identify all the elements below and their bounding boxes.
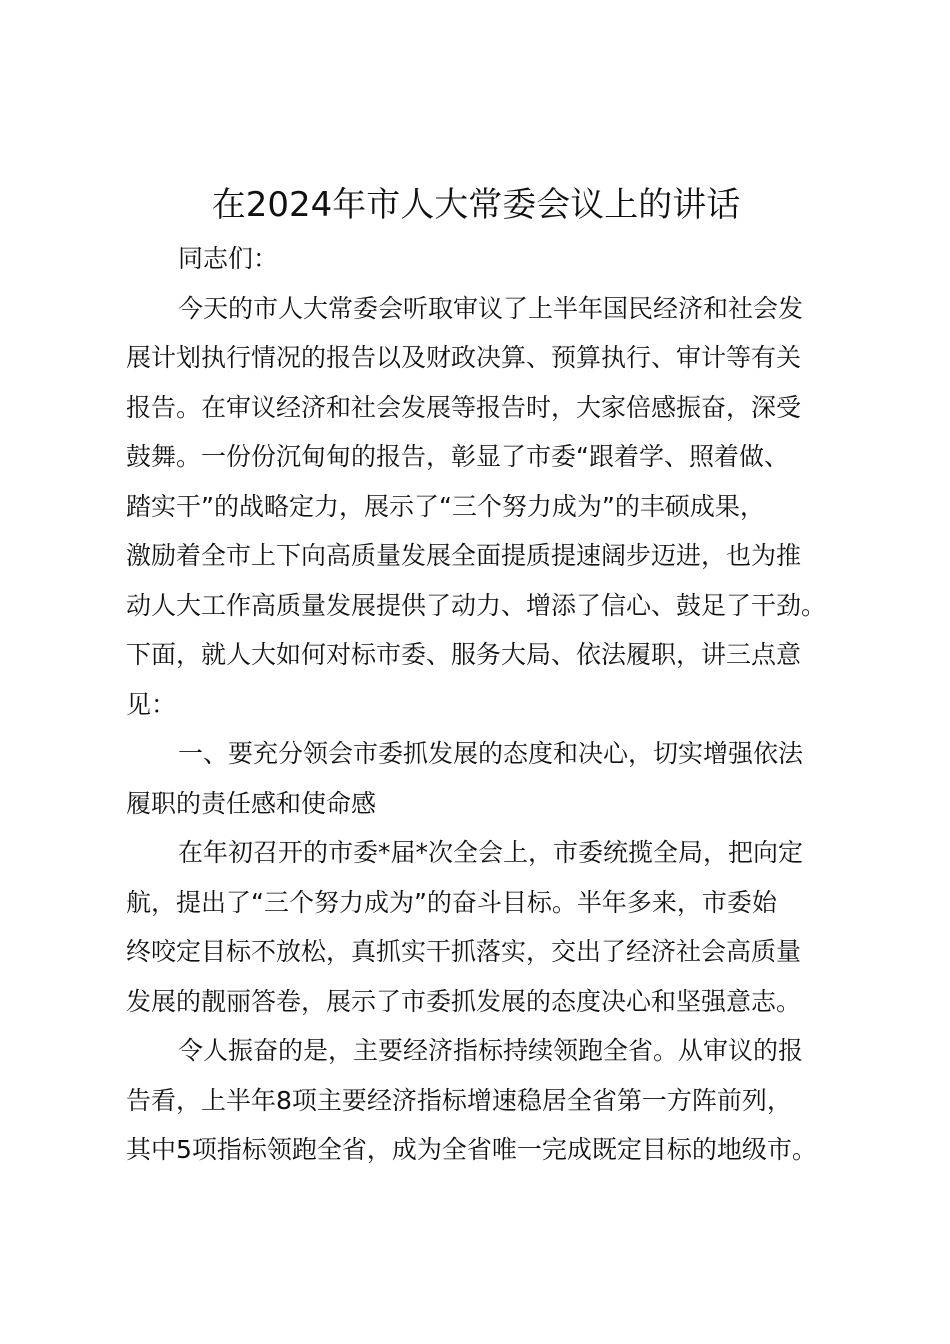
- text-line: 告看，上半年8项主要经济指标增速稳居全省第一方阵前列，: [126, 1085, 792, 1115]
- paragraph-plenary: [126, 828, 838, 1026]
- text-line: 下面，就人大如何对标市委、服务大局、依法履职，讲三点意: [126, 640, 802, 669]
- document-title: 在2024年市人大常委会议上的讲话: [211, 185, 741, 225]
- heading-line: 履职的责任感和使命感: [126, 788, 377, 818]
- paragraph-intro: [126, 284, 838, 730]
- text-line: 见：: [126, 689, 177, 719]
- text-line: 鼓舞。一份份沉甸甸的报告，彰显了市委“跟着学、照着做、: [126, 442, 789, 471]
- text-line: 动人大工作高质量发展提供了动力、增添了信心、鼓足了干劲。: [126, 590, 827, 620]
- text-line: 报告。在审议经济和社会发展等报告时，大家倍感振奋，深受: [126, 392, 802, 422]
- text-line: 其中5项指标领跑全省，成为全省唯一完成既定目标的地级市。: [126, 1135, 817, 1164]
- text-line: 踏实干”的战略定力，展示了“三个努力成为”的丰硕成果，: [126, 491, 765, 521]
- document-body: [126, 234, 838, 1175]
- text-line: 令人振奋的是，主要经济指标持续领跑全省。从审议的报: [178, 1036, 804, 1065]
- section-heading-1: [126, 729, 838, 828]
- text-line: 在年初召开的市委*届*次全会上，市委统揽全局，把向定: [178, 838, 804, 867]
- text-line: 今天的市人大常委会听取审议了上半年国民经济和社会发: [178, 293, 804, 323]
- text-line: 激励着全市上下向高质量发展全面提质提速阔步迈进，也为推: [126, 541, 802, 570]
- salutation-line: 同志们：: [178, 244, 279, 273]
- text-line: 终咬定目标不放松，真抓实干抓落实，交出了经济社会高质量: [126, 937, 802, 966]
- salutation: [126, 234, 838, 284]
- heading-line: 一、要充分领会市委抓发展的态度和决心，切实增强依法: [178, 739, 804, 768]
- text-line: 航，提出了“三个努力成为”的奋斗目标。半年多来，市委始: [126, 887, 777, 917]
- text-line: 发展的靓丽答卷，展示了市委抓发展的态度决心和坚强意志。: [126, 986, 802, 1016]
- text-line: 展计划执行情况的报告以及财政决算、预算执行、审计等有关: [126, 343, 802, 372]
- paragraph-indicators: [126, 1026, 838, 1175]
